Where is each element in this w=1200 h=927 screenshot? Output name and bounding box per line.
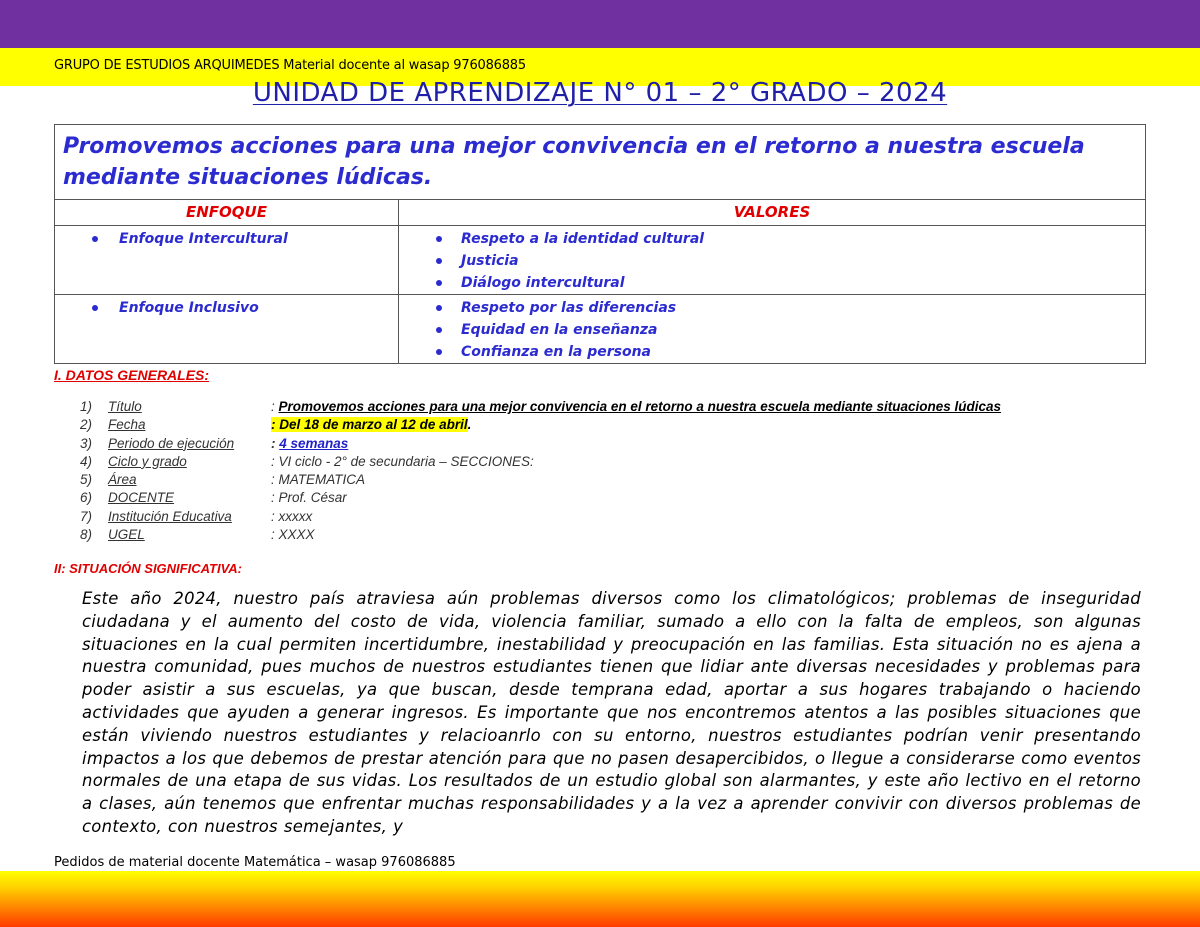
- enfoque-valores-table: [54, 124, 1146, 364]
- table-row: [55, 226, 1146, 295]
- list-item: 6) DOCENTE : Prof. César: [80, 490, 347, 506]
- column-header-enfoque: ENFOQUE: [55, 200, 399, 226]
- top-purple-band: [0, 0, 1200, 48]
- list-item: 5) Área : MATEMATICA: [80, 472, 365, 488]
- section-heading-datos-generales: I. DATOS GENERALES:: [54, 367, 210, 383]
- bullet-icon: [436, 305, 442, 311]
- list-item: Diálogo intercultural: [399, 272, 1145, 294]
- table-row: [55, 295, 1146, 364]
- bullet-icon: [436, 258, 442, 264]
- list-item: 2) Fecha : Del 18 de marzo al 12 de abril.: [80, 417, 472, 433]
- list-item: Enfoque Inclusivo: [55, 297, 398, 319]
- list-item: Confianza en la persona: [399, 341, 1145, 363]
- list-item: 1) Título : Promovemos acciones para una mejor convivencia en el retorno a nuestra escuela mediante situaciones lúdicas: [80, 399, 1002, 414]
- list-item: 3) Periodo de ejecución : 4 semanas: [80, 435, 349, 451]
- unit-theme: Promovemos acciones para una mejor convivencia en el retorno a nuestra escuela mediante situaciones lúdicas.: [55, 125, 1146, 200]
- bullet-icon: [92, 305, 98, 311]
- valores-cell: [399, 295, 1146, 364]
- list-item: Equidad en la enseñanza: [399, 319, 1145, 341]
- bullet-icon: [436, 349, 442, 355]
- valores-cell: [399, 226, 1146, 295]
- list-item: 4) Ciclo y grado : VI ciclo - 2° de secundaria – SECCIONES:: [80, 453, 534, 469]
- bullet-icon: [436, 327, 442, 333]
- document-title: UNIDAD DE APRENDIZAJE N° 01 – 2° GRADO – 2024: [252, 78, 948, 108]
- bullet-icon: [92, 236, 98, 242]
- list-item: Enfoque Intercultural: [55, 228, 398, 250]
- enfoque-cell: [55, 295, 399, 364]
- section-heading-situacion: II: SITUACIÓN SIGNIFICATIVA:: [54, 561, 243, 576]
- bullet-icon: [436, 280, 442, 286]
- period-value: 4 semanas: [279, 435, 349, 451]
- column-header-valores: VALORES: [399, 200, 1146, 226]
- list-item: Respeto a la identidad cultural: [399, 228, 1145, 250]
- bottom-gradient-band: [0, 871, 1200, 927]
- list-item: Justicia: [399, 250, 1145, 272]
- unit-title-value: Promovemos acciones para una mejor convivencia en el retorno a nuestra escuela mediante situaciones lúdicas: [278, 399, 1002, 414]
- list-item: 7) Institución Educativa : xxxxx: [80, 508, 313, 524]
- bullet-icon: [436, 236, 442, 242]
- list-item: Respeto por las diferencias: [399, 297, 1145, 319]
- date-range-value: Del 18 de marzo al 12 de abril: [279, 417, 468, 433]
- footer-text: Pedidos de material docente Matemática – wasap 976086885: [54, 855, 456, 870]
- header-text: GRUPO DE ESTUDIOS ARQUIMEDES Material docente al wasap 976086885: [54, 58, 526, 73]
- enfoque-cell: [55, 226, 399, 295]
- situacion-significativa-text: Este año 2024, nuestro país atraviesa aún problemas diversos como los climatológicos; problemas de inseguridad ciudadana y el aumento del costo de vida, violencia familiar, sumado a ello con la falta de empleos, son algunas situaciones en la cual permiten incertidumbre, inestabilidad y preocupación en las familias. Esta situación no es ajena a nuestra comunidad, pues muchos de nuestros estudiantes tienen que lidiar ante diversas necesidades y problemas para poder asistir a sus escuelas, ya que buscan, desde temprana edad, aportar a sus hogares trabajando o haciendo actividades que ayuden a generar ingresos. Es importante que nos encontremos atentos a las posibles situaciones que están viviendo nuestros estudiantes y relacioanrlo con su entorno, nuestros estudiantes podrían venir presentando impactos a los que debemos de prestar atención para que no pasen desapercibidos, o llegue a considerarse como eventos normales de una etapa de sus vidas. Los resultados de un estudio global son alarmantes, y este año lectivo en el retorno a clases, aún tenemos que enfrentar muchas responsabilidades y a la vez a aprender convivir con diversos problemas de contexto, con nuestros semejantes, y: [82, 589, 1141, 836]
- list-item: 8) UGEL : XXXX: [80, 527, 315, 543]
- datos-generales-list: [80, 398, 1160, 544]
